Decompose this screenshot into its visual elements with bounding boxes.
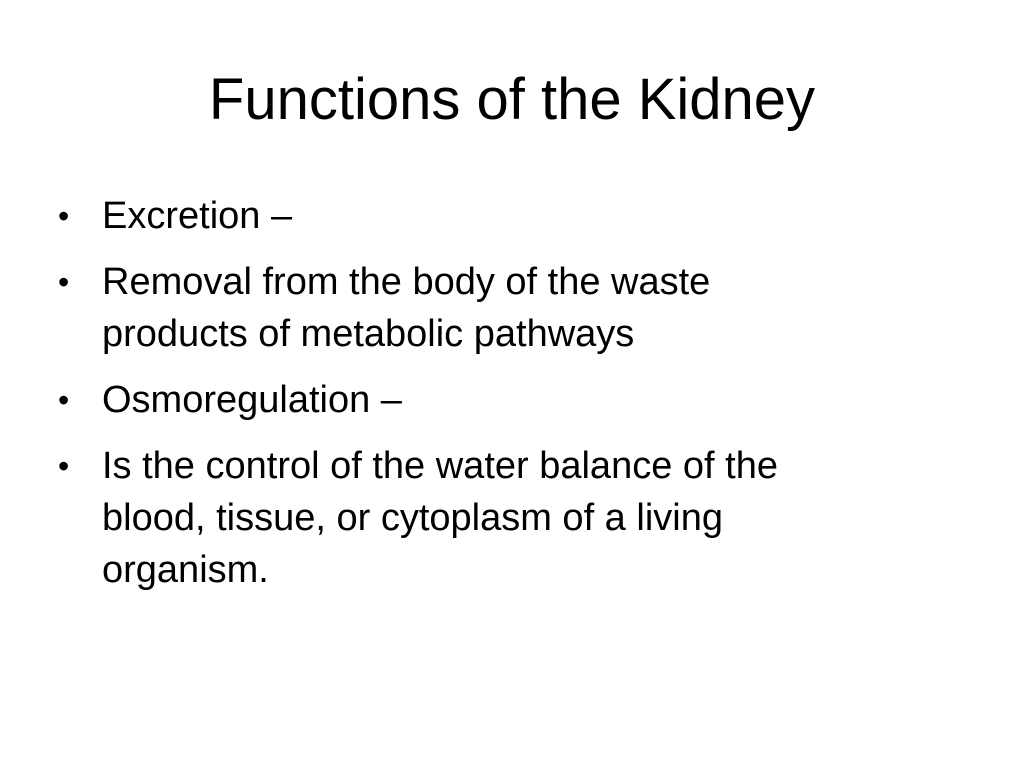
bullet-icon: • [58, 448, 70, 484]
slide-title: Functions of the Kidney [208, 67, 816, 132]
bullet-item-excretion [56, 190, 956, 242]
bullet-text: Osmoregulation – [102, 379, 402, 421]
bullet-icon: • [58, 198, 70, 234]
bullet-icon: • [58, 382, 70, 418]
bullet-text: Is the control of the water balance of the blood, tissue, or cytoplasm of a living organism. [102, 445, 778, 591]
bullet-icon: • [58, 264, 70, 300]
bullet-text: Excretion – [102, 195, 293, 237]
bullet-item-removal [56, 256, 956, 360]
bullet-text: Removal from the body of the waste products of metabolic pathways [102, 261, 711, 355]
bullet-item-water-balance [56, 440, 956, 596]
bullet-item-osmoregulation [56, 374, 956, 426]
bullet-list [56, 190, 956, 610]
